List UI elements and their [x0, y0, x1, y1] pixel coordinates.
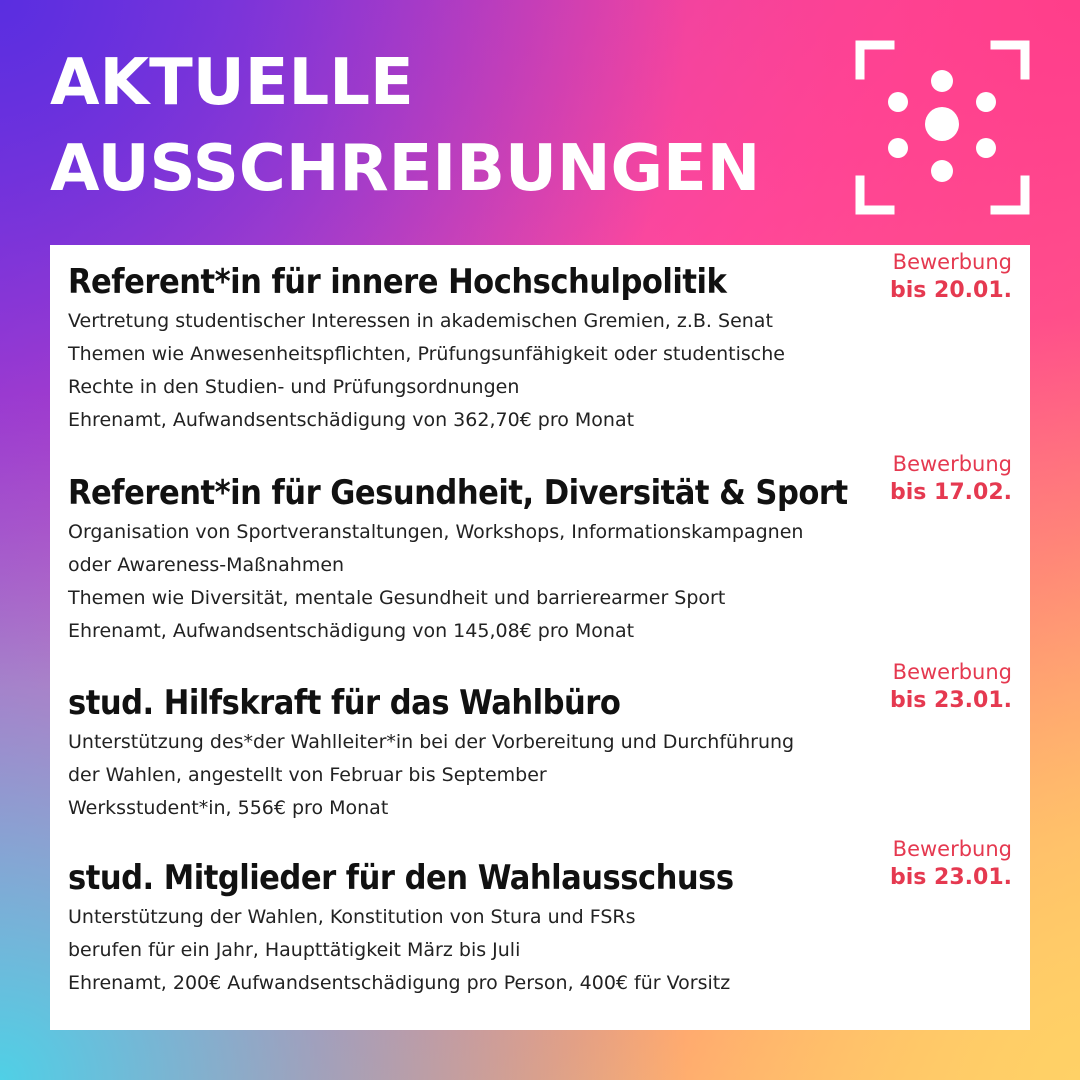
- job-title: stud. Hilfskraft für das Wahlbüro: [68, 683, 621, 723]
- deadline-date: bis 20.01.: [890, 278, 1012, 303]
- deadline-badge: [890, 658, 1012, 716]
- deadline-label: Bewerbung: [892, 452, 1012, 476]
- deadline-date: bis 17.02.: [890, 480, 1012, 505]
- job-title: Referent*in für Gesundheit, Diversität & Sport: [68, 473, 848, 513]
- job-description-line: berufen für ein Jahr, Haupttätigkeit März bis Juli: [68, 939, 521, 961]
- job-listing-1: [68, 259, 1013, 437]
- deadline-badge: [890, 835, 1012, 893]
- deadline-date: bis 23.01.: [890, 865, 1012, 890]
- job-description-line: oder Awareness-Maßnahmen: [68, 554, 345, 576]
- job-description-line: Themen wie Anwesenheitspflichten, Prüfungsunfähigkeit oder studentische: [68, 343, 785, 365]
- job-listing-2: [68, 470, 1013, 648]
- job-listing-3: [68, 680, 1013, 825]
- listings-card: [50, 245, 1030, 1030]
- job-description-line: Werksstudent*in, 556€ pro Monat: [68, 797, 389, 819]
- job-description: [68, 901, 1013, 1000]
- job-listing-4: [68, 855, 1013, 1000]
- deadline-label: Bewerbung: [892, 660, 1012, 684]
- job-description-line: Ehrenamt, Aufwandsentschädigung von 145,08€ pro Monat: [68, 620, 635, 642]
- job-description-line: Ehrenamt, Aufwandsentschädigung von 362,70€ pro Monat: [68, 409, 635, 431]
- job-description: [68, 726, 1013, 825]
- job-description-line: Ehrenamt, 200€ Aufwandsentschädigung pro Person, 400€ für Vorsitz: [68, 972, 731, 994]
- job-title: stud. Mitglieder für den Wahlausschuss: [68, 858, 734, 898]
- job-description-line: Themen wie Diversität, mentale Gesundheit und barrierearmer Sport: [68, 587, 726, 609]
- job-description-line: der Wahlen, angestellt von Februar bis September: [68, 764, 547, 786]
- page-title-line-2: AUSSCHREIBUNGEN: [50, 132, 761, 206]
- job-description-line: Unterstützung der Wahlen, Konstitution von Stura und FSRs: [68, 906, 636, 928]
- job-description: [68, 305, 1013, 437]
- deadline-badge: [890, 450, 1012, 508]
- deadline-label: Bewerbung: [892, 837, 1012, 861]
- job-description-line: Unterstützung des*der Wahlleiter*in bei der Vorbereitung und Durchführung: [68, 731, 795, 753]
- job-description-line: Vertretung studentischer Interessen in akademischen Gremien, z.B. Senat: [68, 310, 773, 332]
- deadline-label: Bewerbung: [892, 250, 1012, 274]
- job-description-line: Organisation von Sportveranstaltungen, Workshops, Informationskampagnen: [68, 521, 804, 543]
- job-description-line: Rechte in den Studien- und Prüfungsordnungen: [68, 376, 520, 398]
- page-title: [50, 40, 760, 212]
- page-title-line-1: AKTUELLE: [50, 46, 414, 120]
- job-title: Referent*in für innere Hochschulpolitik: [68, 262, 727, 302]
- deadline-badge: [890, 248, 1012, 306]
- stura-dots-logo-icon: [855, 40, 1030, 215]
- deadline-date: bis 23.01.: [890, 688, 1012, 713]
- job-description: [68, 516, 1013, 648]
